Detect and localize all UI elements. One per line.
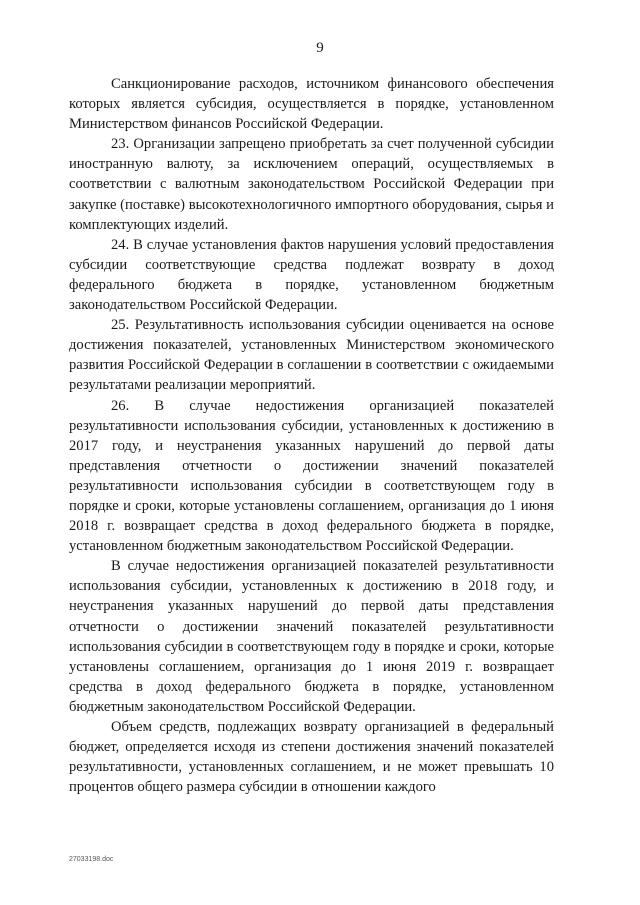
paragraph-sanctioning: Санкционирование расходов, источником финансового обеспечения которых является субсидия, осуществляется в порядке, установленном Министерством финансов Российской Федерации.: [69, 76, 554, 133]
document-footer-filename: 27033198.doc: [69, 856, 114, 863]
paragraph-23: 23. Организации запрещено приобретать за счет полученной субсидии иностранную валюту, за исключением операций, осуществляемых в соответствии с валютным законодательством Российской Федерации при закупке (поставке) высокотехнологичного импортного оборудования, сырья и комплектующих изделий.: [69, 136, 554, 233]
paragraph-26: 26. В случае недостижения организацией показателей результативности использования субсидии, установленных к достижению в 2017 году, и неустранения указанных нарушений до первой даты представления отчетности о достижении значений показателей результативности использования субсидии в соответствующем году в порядке и сроки, которые установлены соглашением, организация до 1 июня 2018 г. возвращает средства в доход федерального бюджета в порядке, установленном бюджетным законодательством Российской Федерации.: [69, 397, 554, 555]
paragraph-return-volume: Объем средств, подлежащих возврату организацией в федеральный бюджет, определяется исходя из степени достижения значений показателей результативности, установленных соглашением, и не может превышать 10 процентов общего размера субсидии в отношении каждого: [69, 719, 554, 796]
paragraph-25: 25. Результативность использования субсидии оценивается на основе достижения показателей, установленных Министерством экономического развития Российской Федерации в соглашении в соответствии с ожидаемыми результатами реализации мероприятий.: [69, 317, 554, 394]
page-number: 9: [316, 40, 324, 56]
paragraph-24: 24. В случае установления фактов нарушения условий предоставления субсидии соответствующие средства подлежат возврату в доход федерального бюджета в порядке, установленном бюджетным законодательством Российской Федерации.: [69, 236, 554, 314]
paragraph-2018: В случае недостижения организацией показателей результативности использования субсидии, установленных к достижению в 2018 году, и неустранения указанных нарушений до первой даты представления отчетности о достижении значений показателей результативности использования субсидии в соответствующем году в порядке и сроки, которые установлены соглашением, организация до 1 июня 2019 г. возвращает средства в доход федерального бюджета в порядке, установленном бюджетным законодательством Российской Федерации.: [69, 558, 554, 715]
document-body: [69, 74, 554, 797]
